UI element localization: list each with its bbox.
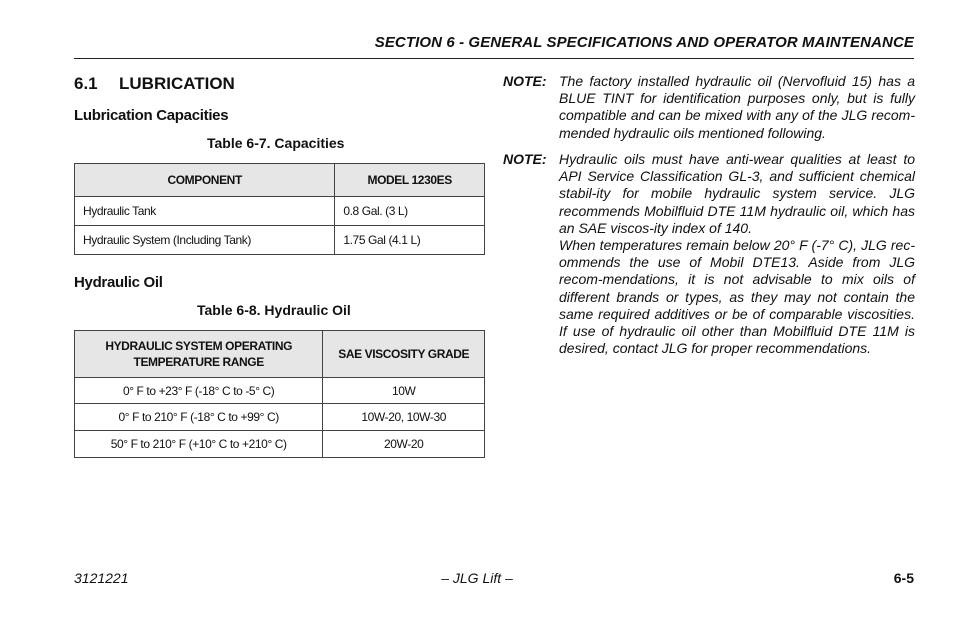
column-header: MODEL 1230ES <box>335 164 485 197</box>
page-number: 6-5 <box>893 570 914 586</box>
hydraulic-oil-table <box>74 330 485 458</box>
table-row <box>75 226 485 255</box>
table-row <box>75 197 485 226</box>
note-label: NOTE: <box>503 73 547 89</box>
table-header-row <box>75 164 485 197</box>
table-cell: Hydraulic System (Including Tank) <box>75 226 335 255</box>
table-cell: 50° F to 210° F (+10° C to +210° C) <box>75 431 323 458</box>
table-cell: 0° F to 210° F (-18° C to +99° C) <box>75 404 323 431</box>
capacities-heading: Lubrication Capacities <box>74 107 229 124</box>
table-cell: 10W-20, 10W-30 <box>323 404 485 431</box>
table-row <box>75 431 485 458</box>
table-cell: 20W-20 <box>323 431 485 458</box>
table-cell: 10W <box>323 378 485 404</box>
table-row <box>75 404 485 431</box>
hydraulic-oil-heading: Hydraulic Oil <box>74 274 163 291</box>
table-cell: Hydraulic Tank <box>75 197 335 226</box>
doc-number: 3121221 <box>74 570 129 586</box>
section-heading <box>74 74 235 94</box>
column-header: SAE VISCOSITY GRADE <box>323 331 485 378</box>
table-cell: 1.75 Gal (4.1 L) <box>335 226 485 255</box>
capacities-table-caption: Table 6-7. Capacities <box>207 135 345 151</box>
note-label: NOTE: <box>503 151 547 167</box>
footer-publisher: – JLG Lift – <box>441 570 513 586</box>
header-rule <box>74 58 914 59</box>
note-paragraph: Hydraulic oils must have anti-wear qualities at least to API Service Classification GL-3, and sufficient chemical stabil-ity for mobile hydraulic system service. JLG recommends Mobilfluid DTE 11M hydraulic oil, which has an SAE viscos-ity index of 140. <box>559 151 915 236</box>
note-text <box>559 73 915 142</box>
note-paragraph: The factory installed hydraulic oil (Nervofluid 15) has a BLUE TINT for identification purposes only, but is fully compatible and can be mixed with any of the JLG recom-mended hydraulic oils mentioned following. <box>559 73 915 141</box>
table-cell: 0° F to +23° F (-18° C to -5° C) <box>75 378 323 404</box>
table-header-row <box>75 331 485 378</box>
column-header: COMPONENT <box>75 164 335 197</box>
hydraulic-oil-table-caption: Table 6-8. Hydraulic Oil <box>197 302 351 318</box>
section-header: SECTION 6 - GENERAL SPECIFICATIONS AND OPERATOR MAINTENANCE <box>374 34 914 51</box>
note-block <box>503 73 915 142</box>
note-paragraph: When temperatures remain below 20° F (-7° C), JLG rec-ommends the use of Mobil DTE13. Aside from JLG recom-mendations, it is not advisable to mix oils of different brands or types, as they may not contain the same required additives or be of comparable viscosities. If use of hydraulic oil other than Mobilfluid DTE 11M is desired, contact JLG for proper recommendations. <box>559 237 915 357</box>
table-row <box>75 378 485 404</box>
section-title: LUBRICATION <box>119 74 235 93</box>
note-block <box>503 151 915 357</box>
section-number: 6.1 <box>74 74 98 93</box>
capacities-table <box>74 163 485 255</box>
column-header: HYDRAULIC SYSTEM OPERATING TEMPERATURE RANGE <box>75 331 323 378</box>
table-cell: 0.8 Gal. (3 L) <box>335 197 485 226</box>
note-text <box>559 151 915 357</box>
